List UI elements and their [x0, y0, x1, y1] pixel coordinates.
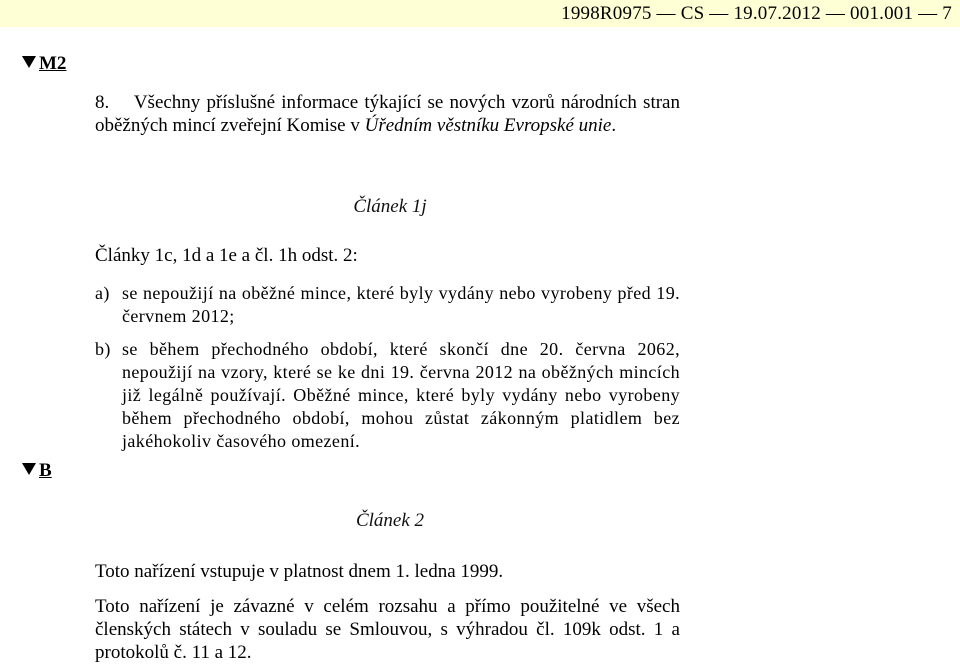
amendment-marker-b — [22, 460, 52, 482]
list-item-b — [95, 338, 680, 453]
document-reference: 1998R0975 — CS — 19.07.2012 — 001.001 — 7 — [561, 3, 952, 24]
list-item-label: b) — [95, 339, 111, 359]
list-item-text: se nepoužijí na oběžné mince, které byly vydány nebo vyrobeny před 19. červnem 2012; — [122, 283, 680, 326]
triangle-down-icon — [22, 56, 36, 68]
list-item-a — [95, 282, 680, 328]
amendment-marker-m2 — [22, 53, 66, 75]
marker-label: B — [39, 460, 52, 481]
paragraph-text-end: . — [611, 115, 617, 136]
article-2-heading: Článek 2 — [355, 510, 425, 531]
paragraph-italic-text: Úředním věstníku Evropské unie — [364, 115, 612, 136]
document-header-bar — [0, 0, 960, 27]
article-1j-heading: Článek 1j — [353, 196, 427, 217]
article-1j-intro: Články 1c, 1d a 1e a čl. 1h odst. 2: — [95, 245, 358, 266]
list-item-label: a) — [95, 283, 110, 303]
paragraph-8 — [95, 91, 680, 137]
triangle-down-icon — [22, 463, 36, 475]
article-2-paragraph-2: Toto nařízení je závazné v celém rozsahu a přímo použitelné ve všech členských státech v souladu se Smlouvou, s výhradou čl. 109k odst. 1 a protokolů č. 11 a 12. — [95, 596, 680, 663]
paragraph-number: 8. — [95, 92, 110, 113]
article-2-paragraph-1: Toto nařízení vstupuje v platnost dnem 1. ledna 1999. — [95, 561, 504, 582]
paragraph-text: Všechny příslušné informace týkající se nových vzorů národních stran oběžných mincí zveřejní Komise v — [95, 92, 680, 136]
marker-label: M2 — [39, 53, 67, 74]
list-item-text: se během přechodného období, které skončí dne 20. června 2062, nepoužijí na vzory, které se ke dni 19. června 2012 na oběžných mincích již legálně používají. Oběžné mince, které byly vydány nebo vyrobeny během přechodného období, mohou zůstat zákonným platidlem bez jakéhokoliv časového omezení. — [122, 339, 680, 451]
